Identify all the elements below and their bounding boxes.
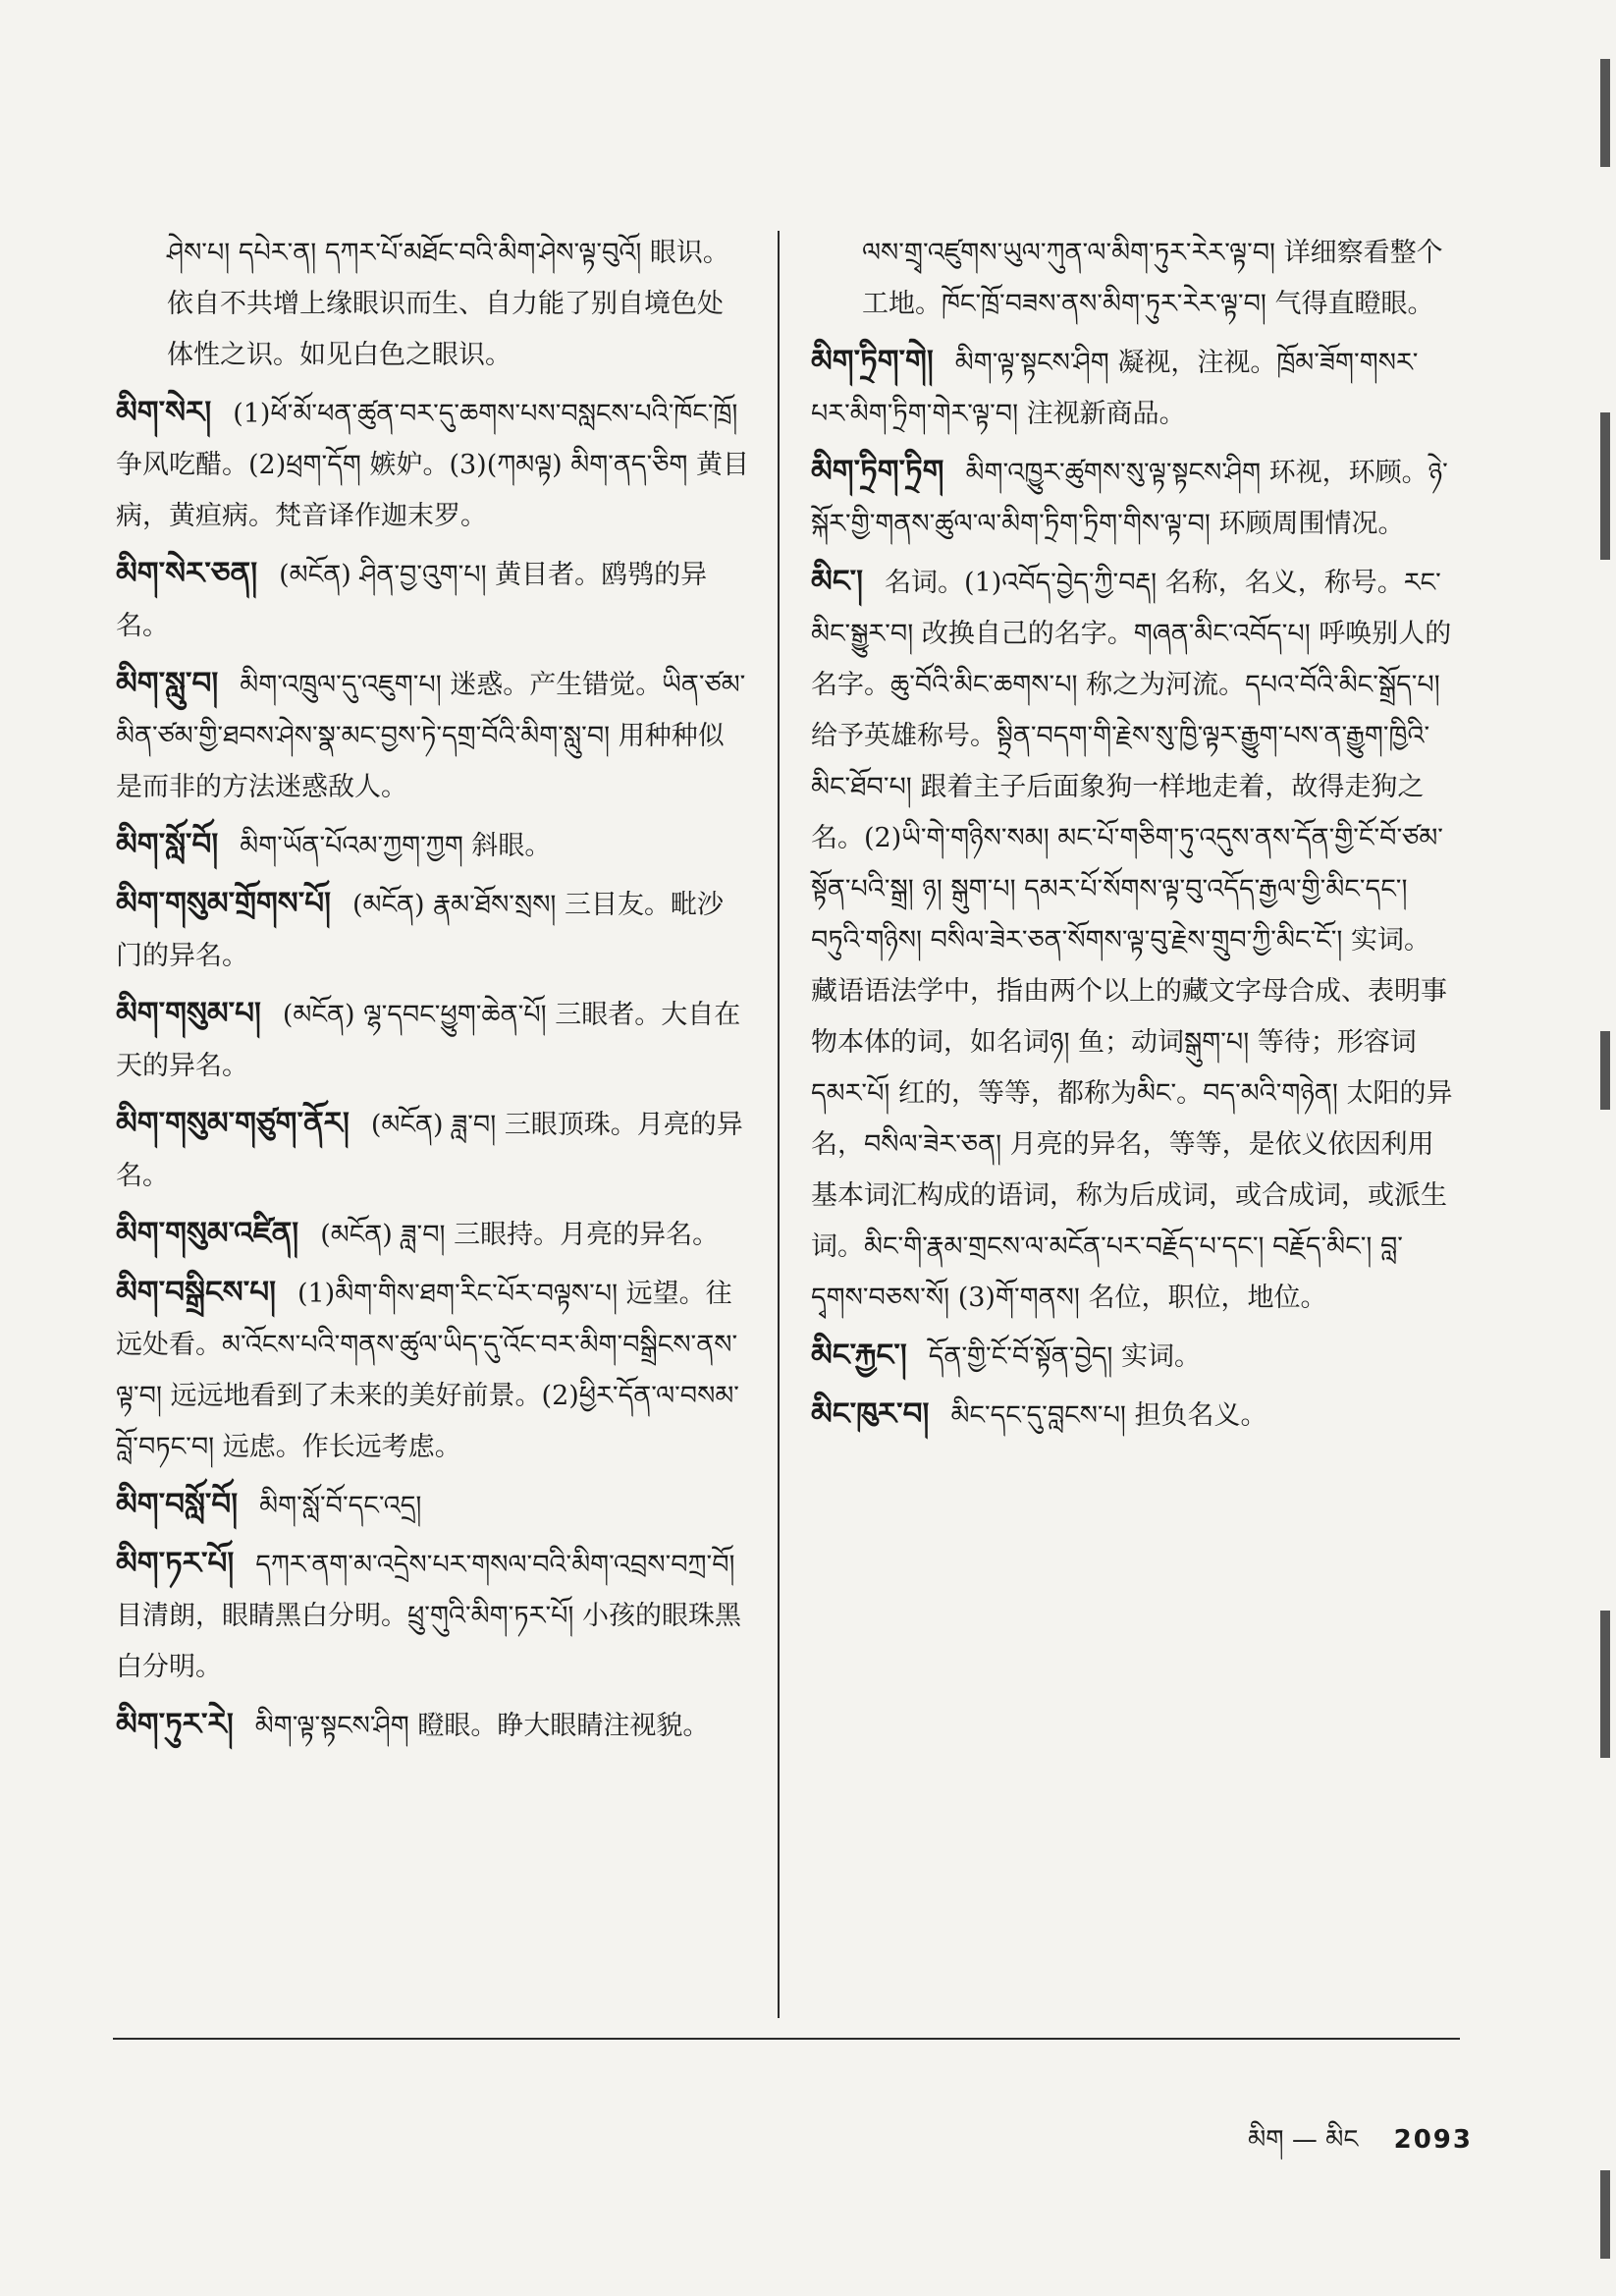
entry-definition: (མངོན) ལྷ་དབང་ཕྱུག་ཆེན་པོ། 三眼者。大自在天的异名。 [116,1000,741,1081]
entry-definition: མིག་འཁྱུར་ཚུགས་སུ་ལྟ་སྟངས་ཤིག 环视，环顾。ཉེ་སྐོར་གྱི་གནས་ཚུལ་ལ་མིག་ཏྲིག་ཏྲིག་གིས་ལྟ་བ། 环顾周围情况。 [811,458,1448,539]
entry-definition: (མངོན) ཟླ་བ། 三眼持。月亮的异名。 [320,1220,720,1250]
entry-definition: (མངོན) རྣམ་ཐོས་སྲས། 三目友。毗沙门的异名。 [116,890,725,971]
entry-definition: 名词。(1)འབོད་བྱེད་ཀྱི་བརྡ། 名称，名义，称号。རང་མིང་སྒྱུར་བ། 改换自己的名字。གཞན་མིང་འབོད་པ། 呼唤别人的名字。ཆུ་བོའི་མིང་ཆགས་པ། 称之为河流。དཔའ་བོའི་མིང་སྒྲོད་པ། 给予英雄称号。སྟྲིན་བདག་གི་རྗེས་སུ་ཁྱི་ལྟར་རྒྱུག་པས་ན་རྒྱུག་ཁྱིའི་མིང་ཐོབ་པ། 跟着主子后面象狗一样地走着，故得走狗之名。(2)ཡི་གེ་གཉིས་སམ། མང་པོ་གཅིག་ཏུ་འདུས་ནས་དོན་གྱི་ངོ་བོ་ཙམ་སྟོན་པའི་སྒྲ། ཉ། སྒུག་པ། དམར་པོ་སོགས་ལྟ་བུ་འདོད་རྒྱལ་གྱི་མིང་དང་། བཏུའི་གཉིས། བསིལ་ཟེར་ཅན་སོགས་ལྟ་བུ་རྗེས་གྲུབ་ཀྱི་མིང་ངོ་། 实词。藏语语法学中，指由两个以上的藏文字母合成、表明事物本体的词，如名词ཉ། 鱼；动词སྒུག་པ། 等待；形容词དམར་པོ། 红的，等等，都称为མིང་。བད་མའི་གཉེན། 太阳的异名，བསིལ་ཟེར་ཅན། 月亮的异名，等等，是依义依因利用基本词汇构成的语词，称为后成词，或合成词，或派生词。མིང་གི་རྣམ་གྲངས་ལ་མངོན་པར་བརྗོད་པ་དང་། བརྗོད་མིང་། བླ་དྭགས་བཅས་སོ། (3)གོ་གནས། 名位，职位，地位。 [811,568,1453,1313]
dictionary-entry [811,1389,1454,1442]
page-footer [1178,2111,1473,2155]
dictionary-entry [811,446,1454,550]
dictionary-entry [116,1208,749,1261]
continuation-text: ཤེས་པ། དཔེར་ན། དཀར་པོ་མཐོང་བའི་མིག་ཤེས་ལྟ་བུའོ། 眼识。依自不共增上缘眼识而生、自力能了别自境色处体性之识。如见白色之眼识。 [167,238,729,370]
edge-mark [1600,1031,1610,1110]
entry-headword: མིག་ཏྲིག་གེ། [811,344,934,379]
edge-mark [1600,1611,1610,1758]
entry-definition: (མངོན) ཤིན་བྱ་འུག་པ། 黄目者。鸥鸮的异名。 [116,560,708,641]
scan-edge-marks [1587,0,1616,2296]
entry-definition: མིག་སློ་བོ་དང་འདྲ། [259,1491,422,1521]
entry-headword: མིག་བསྒྲིངས་པ། [116,1275,276,1310]
entry-definition: མིག་ལྟ་སྟངས་ཤིག 凝视，注视。ཁྲོམ་ཟོག་གསར་པར་མིག་ཏྲིག་གེར་ལྟ་བ། 注视新商品。 [811,348,1419,429]
dictionary-entry [116,1479,749,1532]
edge-mark [1600,2170,1610,2259]
entry-headword: མིག་བསློ་བོ། [116,1487,239,1522]
entry-definition: (མངོན) ཟླ་བ། 三眼顶珠。月亮的异名。 [116,1110,743,1191]
entry-headword: མིག་སེར། [116,395,212,430]
page-number: 2093 [1393,2125,1473,2155]
entry-definition: (1)ཕོ་མོ་ཕན་ཚུན་བར་དུ་ཆགས་པས་བསླངས་པའི་ཁོང་ཁྲོ། 争风吃醋。(2)ཕྲག་དོག 嫉妒。(3)(ཀམལྟ) མིག་ནད་ཅིག 黄目病，黄疸病。梵音译作迦末罗。 [116,399,749,531]
dictionary-entry [811,336,1454,440]
entry-headword: མིག་སླུ་བ། [116,666,219,701]
entry-headword: མིང་ཁུར་བ། [811,1396,930,1432]
footer-rule [113,2038,1460,2040]
left-entries [116,387,749,1752]
entry-headword: མིག་གསུམ་པ། [116,996,261,1031]
dictionary-entry [116,1538,749,1693]
dictionary-entry [116,548,749,652]
dictionary-entry [116,988,749,1092]
dictionary-entry [116,878,749,982]
dictionary-entry [811,556,1454,1324]
entry-headword: མིག་སློ་བོ། [116,827,219,862]
right-entries [811,336,1454,1442]
dictionary-entry [116,1267,749,1473]
entry-definition: མིང་དང་དུ་བླངས་པ། 担负名义。 [950,1400,1267,1431]
entry-definition: དཀར་ནག་མ་འདྲེས་པར་གསལ་བའི་མིག་འབྲས་བཀྲ་བོ། 目清朗，眼睛黑白分明。ཕྲུ་གུའི་མིག་ཏར་པོ། 小孩的眼珠黑白分明。 [116,1550,742,1682]
entry-headword: མིང་རྐྱང་། [811,1338,907,1373]
running-head: མིག — མིང [1248,2125,1359,2155]
edge-mark [1600,412,1610,560]
dictionary-entry [116,387,749,542]
entry-headword: མིང་། [811,564,864,599]
dictionary-entry [116,1699,749,1752]
entry-definition: མིག་ལྟ་སྟངས་ཤིག 瞪眼。睁大眼睛注视貌。 [254,1711,710,1741]
left-column [116,228,749,1758]
entry-headword: མིག་ཏྲིག་ཏྲིག [811,454,944,489]
dictionary-entry [116,819,749,872]
continuation-text: ལས་གྲྭ་འཛུགས་ཡུལ་ཀུན་ལ་མིག་ཏུར་རེར་ལྟ་བ། 详细察看整个工地。ཁོང་ཁྲོ་བཟས་ནས་མིག་ཏུར་རེར་ལྟ་བ། 气得直瞪眼。 [862,238,1443,319]
column-divider [778,231,780,2018]
dictionary-entry [811,1330,1454,1383]
entry-headword: མིག་གསུམ་གཙུག་ནོར། [116,1106,350,1141]
entry-definition: (1)མིག་གིས་ཐག་རིང་པོར་བལྟས་པ། 远望。往远处看。མ་འོངས་པའི་གནས་ཚུལ་ཡིད་དུ་འོང་བར་མིག་བསྒྲིངས་ནས་ལྟ་བ། 远远地看到了未来的美好前景。(2)ཕྱིར་དོན་ལ་བསམ་བློ་བཏང་བ། 远虑。作长远考虑。 [116,1279,739,1462]
dictionary-entry [116,658,749,813]
entry-definition: མིག་ཡོན་པོའམ་ཀྱག་ཀྱག 斜眼。 [240,831,552,861]
entry-headword: མིག་ཏུར་རེ། [116,1707,234,1742]
entry-headword: མིག་ཏར་པོ། [116,1546,235,1581]
entry-definition: མིག་འཁྲུལ་དུ་འཇུག་པ། 迷惑。产生错觉。ཡིན་ཙམ་མིན་ཙམ་གྱི་ཐབས་ཤེས་སྣ་མང་བྱས་ཏེ་དགྲ་བོའི་མིག་སླུ་བ། 用种种似是而非的方法迷惑敌人。 [116,670,746,802]
dictionary-entry [116,1098,749,1202]
entry-headword: མིག་གསུམ་འཛིན། [116,1216,299,1251]
edge-mark [1600,59,1610,167]
right-column [811,228,1454,1448]
entry-definition: དོན་གྱི་ངོ་བོ་སྟོན་བྱེད། 实词。 [928,1341,1202,1372]
entry-headword: མིག་སེར་ཅན། [116,556,258,591]
entry-headword: མིག་གསུམ་གྲོགས་པོ། [116,886,331,921]
